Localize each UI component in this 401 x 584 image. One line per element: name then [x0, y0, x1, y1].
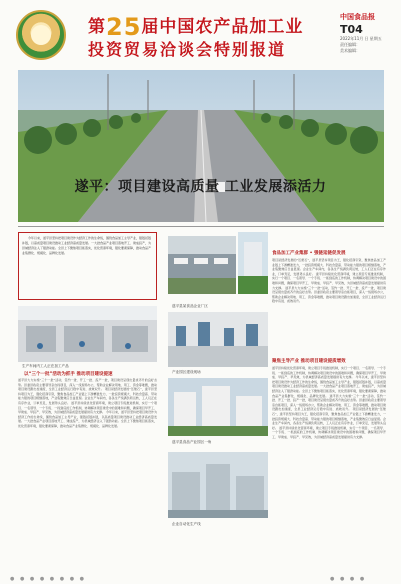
- masthead-tag: 中国食品报: [340, 13, 375, 21]
- photo-buildings: [168, 452, 268, 518]
- caption-photo5: 企业自动化生产线: [172, 522, 201, 526]
- photo-factory-roof: [168, 236, 236, 294]
- meta-line-1: 2022年11月 日 星期五: [340, 36, 382, 41]
- caption-photo3: 产业园区建设现场: [172, 370, 201, 374]
- masthead-info: [340, 12, 390, 54]
- photo-workshop: [18, 306, 157, 362]
- masthead-title: 第25届中国农产品加工业: [88, 13, 304, 41]
- masthead-subtitle: 投资贸易洽谈会特别报道: [88, 40, 287, 59]
- footer-dots-right: ● ● ● ●: [330, 576, 367, 582]
- left-column-text: 遂平县大力实施“三个一批”活动，签约一批、开工一批、投产一批，项目建设呈现出量质齐升的良好态势。县委县政府主要领导亲自抓项目，深入一线现场办公，帮助企业解决用地、用工、资金等难题，推动项目建设跑出加速度，全县工业经济运行稳中有进、质效双升。 项目是经济发展的“压舱石”，遂平县坚持项目为王，强化招商引资，聚焦食品加工产业链上下游精准发力，一批投资规模大、科技含量高、带动能力强的项目相继落地，产业集聚效应日益显现。企业生产车间内，各条生产线满负荷运转，工人们正在有序作业，订单充足，发展势头良好。 遂平县持续优化营商环境，建立项目专班推进机制，实行一个项目、一名领导、一个专班、一抓到底的工作机制，协调解决项目建设中的困难和问题，确保项目早开工、早建成、早投产、早见效，为县域经济高质量发展提供有力支撑。 今年以来，遂平县坚持把项目建设作为经济工作的生命线，围绕食品加工主导产业，强链延链补链，以高质量项目建设推动工业经济高质量发展。一大批食品产业项目落地开工、建成投产，为县域经济注入了强劲动能。全县上下聚焦项目抓落实，优化营商环境，强化要素保障，推动食品产业集群化、规模化、品牌化发展。: [18, 378, 157, 428]
- caption-photo2: 遂平县某食品企业厂区: [172, 304, 208, 308]
- subhead-left: 以“三个一批”活动为抓手 推动项目建设提速: [24, 372, 113, 377]
- meta-line-2: 责任编辑：: [340, 42, 360, 47]
- page-code: T04: [340, 23, 363, 36]
- divider: [18, 226, 384, 227]
- footer-dots-left: ● ● ● ● ● ● ● ●: [10, 576, 87, 582]
- expo-logo: [16, 10, 66, 60]
- photo-lab: [168, 312, 268, 367]
- headline: 遂平：项目建设高质量 工业发展添活力: [74, 179, 327, 195]
- meta-line-3: 美术编辑：: [340, 48, 360, 53]
- photo-tower: [238, 232, 268, 294]
- right-column-text-2: 遂平县持续优化营商环境，建立项目专班推进机制，实行一个项目、一名领导、一个专班、一抓到底的工作机制，协调解决项目建设中的困难和问题，确保项目早开工、早建成、早投产、早见效，为县域经济高质量发展提供有力支撑。 今年以来，遂平县坚持把项目建设作为经济工作的生命线，围绕食品加工主导产业，强链延链补链，以高质量项目建设推动工业经济高质量发展。一大批食品产业项目落地开工、建成投产，为县域经济注入了强劲动能。全县上下聚焦项目抓落实，优化营商环境，强化要素保障，推动食品产业集群化、规模化、品牌化发展。 遂平县大力实施“三个一批”活动，签约一批、开工一批、投产一批，项目建设呈现出量质齐升的良好态势。县委县政府主要领导亲自抓项目，深入一线现场办公，帮助企业解决用地、用工、资金等难题，推动项目建设跑出加速度，全县工业经济运行稳中有进、质效双升。 项目是经济发展的“压舱石”，遂平县坚持项目为王，强化招商引资，聚焦食品加工产业链上下游精准发力，一批投资规模大、科技含量高、带动能力强的项目相继落地，产业集聚效应日益显现。企业生产车间内，各条生产线满负荷运转，工人们正在有序作业，订单充足，发展势头良好。 遂平县持续优化营商环境，建立项目专班推进机制，实行一个项目、一名领导、一个专班、一抓到底的工作机制，协调解决项目建设中的困难和问题，确保项目早开工、早建成、早投产、早见效，为县域经济高质量发展提供有力支撑。: [272, 366, 386, 439]
- intro-box: [18, 232, 157, 300]
- caption-photo1: 生产车间内工人正在加工产品: [22, 364, 69, 368]
- subhead-right-1: 食品加工产业集群 • 强链延链促发展: [272, 251, 346, 256]
- subhead-right-2: 聚焦主导产业 推动项目建设提质增效: [272, 359, 346, 364]
- hero-photo: [18, 70, 384, 222]
- right-column-text-1: 项目是经济发展的“压舱石”，遂平县坚持项目为王，强化招商引资，聚焦食品加工产业链上下游精准发力，一批投资规模大、科技含量高、带动能力强的项目相继落地，产业集聚效应日益显现。企业生产车间内，各条生产线满负荷运转，工人们正在有序作业，订单充足，发展势头良好。 遂平县持续优化营商环境，建立项目专班推进机制，实行一个项目、一名领导、一个专班、一抓到底的工作机制，协调解决项目建设中的困难和问题，确保项目早开工、早建成、早投产、早见效，为县域经济高质量发展提供有力支撑。 遂平县大力实施“三个一批”活动，签约一批、开工一批、投产一批，项目建设呈现出量质齐升的良好态势。县委县政府主要领导亲自抓项目，深入一线现场办公，帮助企业解决用地、用工、资金等难题，推动项目建设跑出加速度，全县工业经济运行稳中有进、质效双升。: [272, 258, 386, 304]
- caption-photo4: 遂平县食品产业园区一角: [172, 440, 212, 444]
- intro-text: 今年以来，遂平县坚持把项目建设作为经济工作的生命线，围绕食品加工主导产业，强链延链补链，以高质量项目建设推动工业经济高质量发展。一大批食品产业项目落地开工、建成投产，为县域经济注入了强劲动能。全县上下聚焦项目抓落实，优化营商环境，强化要素保障，推动食品产业集群化、规模化、品牌化发展。: [22, 236, 152, 255]
- photo-industrial-park: [168, 378, 268, 436]
